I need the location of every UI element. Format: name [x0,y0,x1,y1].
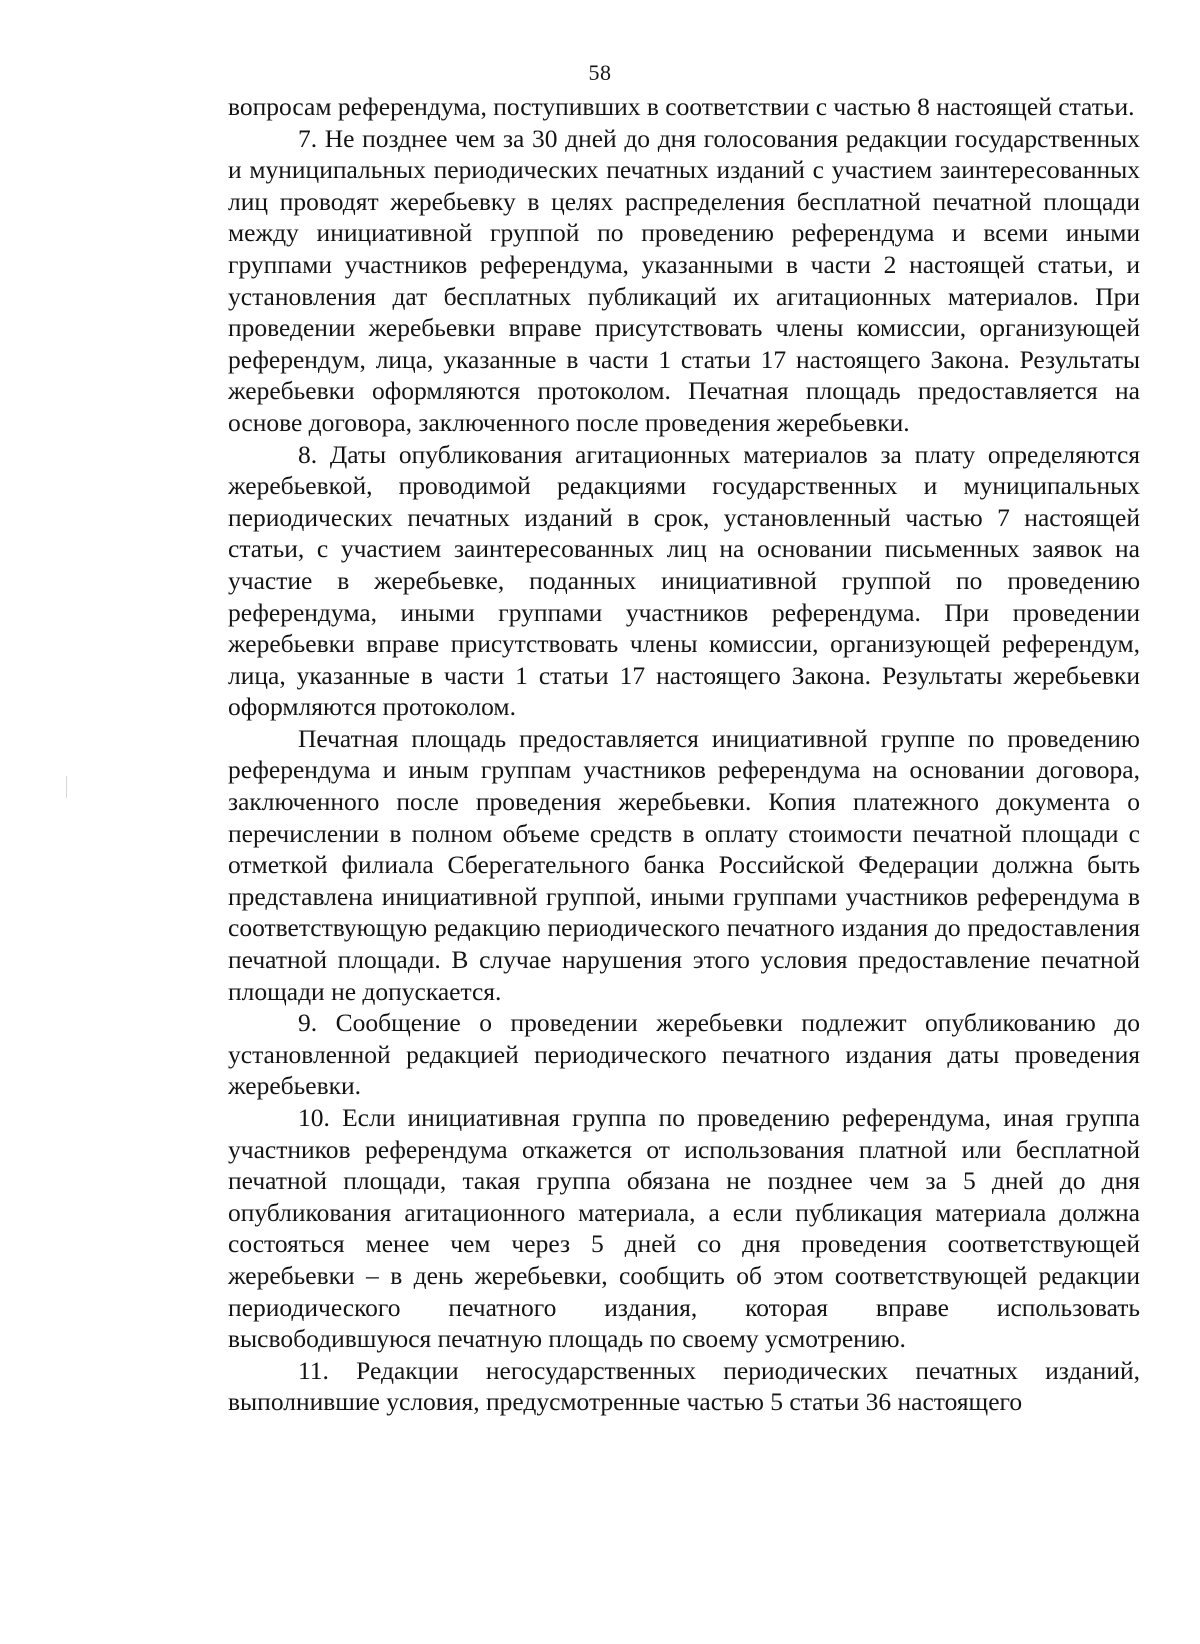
page-number: 58 [588,60,612,85]
paragraph-9: 9. Сообщение о проведении жеребьевки подлежит опубликованию до установленной редакцией периодического печатного издания даты проведения жеребьевки. [228,1008,1140,1101]
paragraph-continuation: вопросам референдума, поступивших в соответствии с частью 8 настоящей статьи. [228,92,1135,121]
document-body [228,91,1140,1418]
paragraph-10: 10. Если инициативная группа по проведению референдума, иная группа участников референдума откажется от использования платной или бесплатной печатной площади, такая группа обязана не позднее чем за 5 дней до дня опубликования агитационного материала, а если публикация материала должна состояться менее чем через 5 дней со дня проведения соответствующей жеребьевки – в день жеребьевки, сообщить об этом соответствующей редакции периодического печатного издания, которая вправе использовать высвободившуюся печатную площадь по своему усмотрению. [228,1103,1140,1354]
scan-margin-mark [66,776,67,798]
paragraph-7: 7. Не позднее чем за 30 дней до дня голосования редакции государственных и муниципальных периодических печатных изданий с участием заинтересованных лиц проводят жеребьевку в целях распределения бесплатной печатной площади между инициативной группой по проведению референдума и всеми иными группами участников референдума, указанными в части 2 настоящей статьи, и установления дат бесплатных публикаций их агитационных материалов. При проведении жеребьевки вправе присутствовать члены комиссии, организующей референдум, лица, указанные в части 1 статьи 17 настоящего Закона. Результаты жеребьевки оформляются протоколом. Печатная площадь предоставляется на основе договора, заключенного после проведения жеребьевки. [228,123,1140,437]
paragraph-8: 8. Даты опубликования агитационных материалов за плату определяются жеребьевкой, проводимой редакциями государственных и муниципальных периодических печатных изданий в срок, установленный частью 7 настоящей статьи, с участием заинтересованных лиц на основании письменных заявок на участие в жеребьевке, поданных инициативной группой по проведению референдума, иными группами участников референдума. При проведении жеребьевки вправе присутствовать члены комиссии, организующей референдум, лица, указанные в части 1 статьи 17 настоящего Закона. Результаты жеребьевки оформляются протоколом. [228,439,1140,722]
paragraph-11: 11. Редакции негосударственных периодических печатных изданий, выполнившие условия, предусмотренные частью 5 статьи 36 настоящего [228,1355,1140,1417]
paragraph-8-continued: Печатная площадь предоставляется инициативной группе по проведению референдума и иным группам участников референдума на основании договора, заключенного после проведения жеребьевки. Копия платежного документа о перечислении в полном объеме средств в оплату стоимости печатной площади с отметкой филиала Сберегательного банка Российской Федерации должна быть представлена инициативной группой, иными группами участников референдума в соответствующую редакцию периодического печатного издания до предоставления печатной площади. В случае нарушения этого условия предоставление печатной площади не допускается. [228,723,1140,1006]
